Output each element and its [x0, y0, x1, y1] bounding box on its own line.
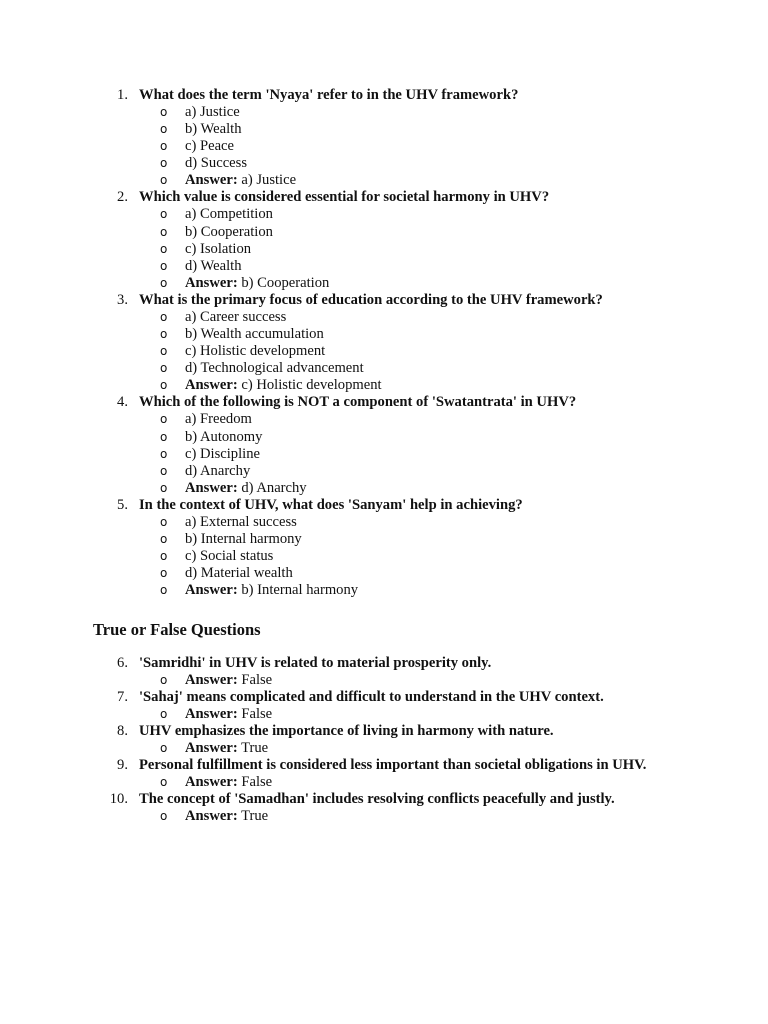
bullet-icon: o	[160, 258, 168, 273]
bullet-icon: o	[160, 275, 168, 290]
answer-value: b) Cooperation	[241, 274, 330, 291]
bullet-icon: o	[160, 583, 168, 598]
bullet-icon: o	[160, 156, 168, 171]
answer-item	[0, 377, 768, 394]
question-text: What does the term 'Nyaya' refer to in the UHV framework?	[139, 87, 519, 103]
bullet-icon: o	[160, 122, 168, 137]
question-text: 'Samridhi' in UHV is related to material prosperity only.	[139, 655, 492, 671]
true-false-list	[0, 655, 768, 825]
bullet-icon: o	[160, 105, 168, 119]
answer-item	[0, 172, 768, 189]
answer-label: Answer:	[185, 479, 238, 496]
answer-value: True	[241, 740, 269, 757]
mcq-question-5	[0, 497, 768, 599]
answer-label: Answer:	[185, 774, 238, 791]
tf-question-9	[0, 757, 768, 791]
mcq-question-2	[0, 189, 768, 291]
answer-item	[0, 774, 768, 791]
option-item: o a) Freedom	[160, 411, 252, 428]
option-item: o a) Competition	[160, 206, 273, 223]
option-item: o a) External success	[160, 513, 297, 530]
mcq-list	[0, 87, 768, 599]
answer-value: False	[241, 706, 273, 723]
option-item: o b) Internal harmony	[160, 530, 302, 547]
option-item: o c) Isolation	[160, 240, 252, 257]
bullet-icon: o	[160, 775, 168, 790]
question-number: 3.	[117, 291, 128, 308]
answer-label: Answer:	[185, 672, 238, 688]
bullet-icon: o	[160, 707, 168, 722]
answer-value: d) Anarchy	[241, 479, 307, 496]
bullet-icon: o	[160, 514, 168, 529]
question-number: 8.	[117, 723, 128, 740]
answer-value: a) Justice	[241, 172, 297, 189]
question-text: Personal fulfillment is considered less important than societal obligations in UHV.	[139, 757, 647, 774]
answer-label: Answer:	[185, 582, 238, 599]
answer-item	[0, 275, 768, 292]
tf-question-8	[0, 723, 768, 757]
bullet-icon: o	[160, 173, 168, 188]
question-text: The concept of 'Samadhan' includes resolving conflicts peacefully and justly.	[139, 791, 615, 808]
answer-value: False	[241, 672, 273, 688]
answer-item	[0, 706, 768, 723]
tf-question-6	[0, 655, 768, 689]
option-item: o b) Wealth accumulation	[160, 326, 324, 343]
tf-question-7	[0, 689, 768, 723]
bullet-icon: o	[160, 309, 168, 324]
question-number: 10.	[109, 791, 128, 808]
question-text: Which of the following is NOT a component of 'Swatantrata' in UHV?	[139, 394, 577, 411]
bullet-icon: o	[160, 139, 168, 154]
question-number: 2.	[117, 189, 128, 206]
tf-question-10	[0, 791, 768, 825]
option-item: o c) Holistic development	[160, 343, 326, 360]
option-item: o d) Anarchy	[160, 462, 251, 479]
question-number: 9.	[117, 757, 128, 774]
bullet-icon: o	[160, 378, 168, 393]
option-item: o a) Career success	[160, 308, 287, 325]
option-item: o d) Success	[160, 155, 248, 172]
bullet-icon: o	[160, 241, 168, 256]
bullet-icon: o	[160, 361, 168, 376]
answer-label: Answer:	[185, 274, 238, 291]
answer-value: b) Internal harmony	[241, 582, 359, 599]
option-item: o c) Discipline	[160, 445, 260, 462]
bullet-icon: o	[160, 566, 168, 581]
question-number: 5.	[117, 496, 128, 513]
question-text: In the context of UHV, what does 'Sanyam' help in achieving?	[139, 496, 523, 513]
question-number: 4.	[117, 394, 128, 411]
answer-item	[0, 740, 768, 757]
bullet-icon: o	[160, 531, 168, 546]
mcq-question-3	[0, 292, 768, 394]
bullet-icon: o	[160, 549, 168, 564]
bullet-icon: o	[160, 741, 168, 756]
bullet-icon: o	[160, 224, 168, 239]
answer-value: c) Holistic development	[241, 377, 382, 394]
option-item: o b) Cooperation	[160, 223, 273, 240]
bullet-icon: o	[160, 673, 168, 687]
option-item: o a) Justice	[160, 104, 240, 120]
mcq-question-4	[0, 394, 768, 496]
bullet-icon: o	[160, 327, 168, 342]
bullet-icon: o	[160, 446, 168, 461]
answer-item	[0, 808, 768, 825]
answer-label: Answer:	[185, 706, 238, 723]
question-text: What is the primary focus of education according to the UHV framework?	[139, 291, 603, 308]
answer-value: True	[241, 808, 269, 825]
answer-label: Answer:	[185, 808, 238, 825]
mcq-question-1	[0, 87, 768, 189]
option-item: o b) Wealth	[160, 121, 242, 138]
bullet-icon: o	[160, 207, 168, 222]
answer-value: False	[241, 774, 273, 791]
bullet-icon: o	[160, 412, 168, 427]
question-text: Which value is considered essential for societal harmony in UHV?	[139, 189, 550, 206]
bullet-icon: o	[160, 429, 168, 444]
option-item: o b) Autonomy	[160, 428, 263, 445]
bullet-icon: o	[160, 480, 168, 495]
question-text: UHV emphasizes the importance of living in harmony with nature.	[139, 723, 554, 740]
answer-label: Answer:	[185, 377, 238, 394]
option-item: o d) Wealth	[160, 257, 242, 274]
option-item: o c) Peace	[160, 138, 235, 155]
option-item: o d) Technological advancement	[160, 360, 364, 377]
question-number: 6.	[117, 655, 128, 671]
question-text: 'Sahaj' means complicated and difficult to understand in the UHV context.	[139, 689, 604, 706]
option-item: o d) Material wealth	[160, 565, 293, 582]
bullet-icon: o	[160, 809, 168, 824]
answer-item	[0, 480, 768, 497]
question-number: 7.	[117, 689, 128, 706]
option-item: o c) Social status	[160, 548, 274, 565]
bullet-icon: o	[160, 463, 168, 478]
answer-item	[0, 582, 768, 599]
bullet-icon: o	[160, 344, 168, 359]
question-number: 1.	[117, 87, 128, 103]
answer-label: Answer:	[185, 740, 238, 757]
section-heading: True or False Questions	[93, 620, 261, 639]
answer-label: Answer:	[185, 172, 238, 189]
answer-item	[0, 672, 768, 689]
